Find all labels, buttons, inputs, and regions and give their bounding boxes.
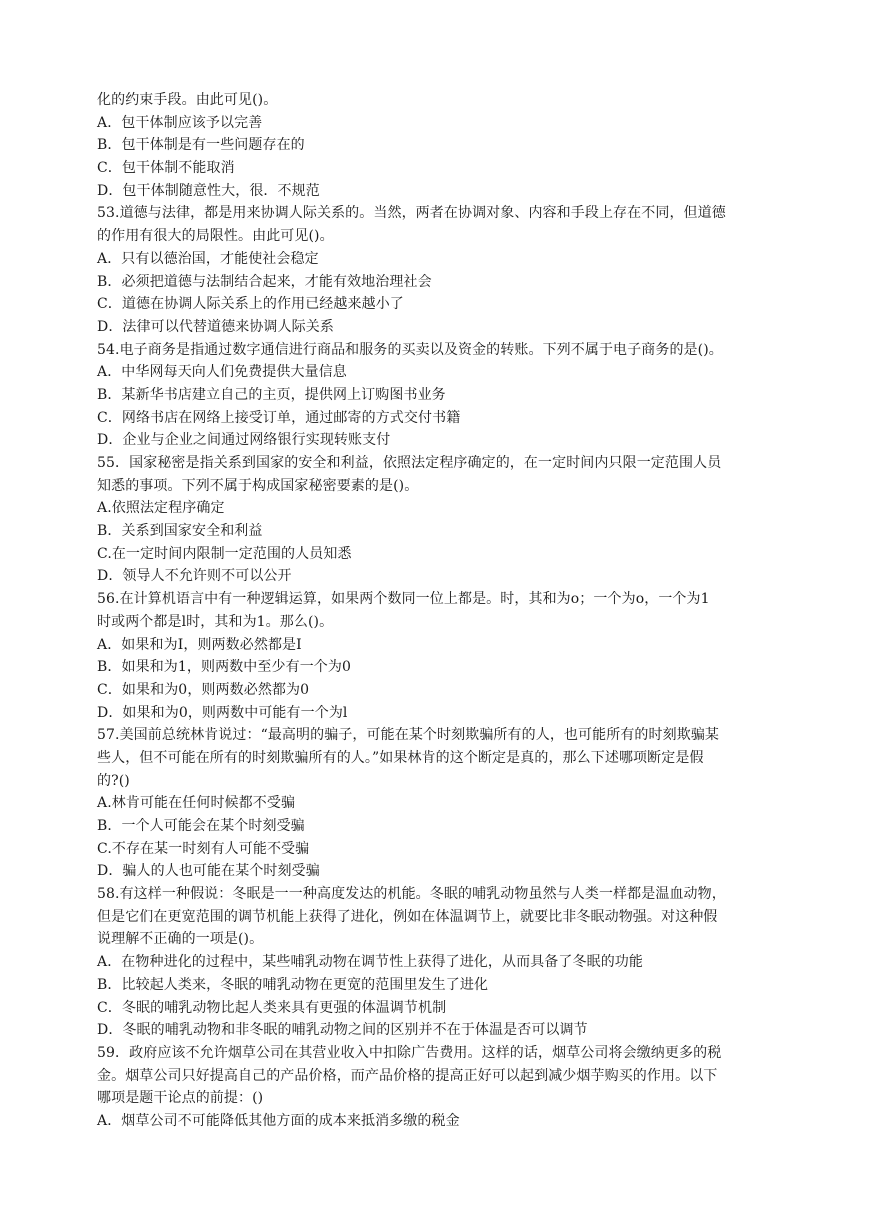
text-line: A．烟草公司不可能降低其他方面的成本来抵消多缴的税金: [97, 1112, 460, 1129]
text-line: A．只有以德治国，才能使社会稳定: [97, 250, 319, 267]
text-line: A．如果和为I，则两数必然都是I: [97, 636, 302, 653]
text-line: D．骗人的人也可能在某个时刻受骗: [97, 863, 320, 880]
text-line: 化的约束手段。由此可见()。: [97, 92, 278, 108]
text-line: 53.道德与法律，都是用来协调人际关系的。当然，两者在协调对象、内容和手段上存在不同，但道德: [97, 205, 726, 222]
text-line: 56.在计算机语言中有一种逻辑运算，如果两个数同一位上都是。时，其和为o；一个为o，一个为1: [97, 591, 710, 608]
text-line: D．包干体制随意性大，很．不规范: [97, 182, 320, 199]
text-line: A.依照法定程序确定: [97, 500, 225, 517]
text-line: B．如果和为1，则两数中至少有一个为0: [97, 659, 352, 676]
text-line: 59．政府应该不允许烟草公司在其营业收入中扣除广告费用。这样的话，烟草公司将会缴纳更多的税: [97, 1044, 722, 1061]
text-line: 的作用有很大的局限性。由此可见()。: [97, 228, 334, 245]
text-line: 但是它们在更宽范围的调节机能上获得了进化，例如在体温调节上，就要比非冬眠动物强。对这种假: [97, 908, 718, 925]
text-line: 时或两个都是l时，其和为1。那么()。: [97, 613, 334, 630]
text-line: C．网络书店在网络上接受订单，通过邮寄的方式交付书籍: [97, 409, 461, 426]
text-line: D．冬眠的哺乳动物和非冬眠的哺乳动物之间的区别并不在于体温是否可以调节: [97, 1022, 588, 1039]
text-line: B．关系到国家安全和利益: [97, 523, 263, 540]
text-line: 55．国家秘密是指关系到国家的安全和利益，依照法定程序确定的，在一定时间内只限一定范围人员: [97, 455, 722, 471]
text-line: A.林肯可能在任何时候都不受骗: [97, 795, 296, 812]
text-line: 54.电子商务是指通过数字通信进行商品和服务的买卖以及资金的转账。下列不属于电子商务的是()。: [97, 341, 723, 358]
text-line: 些人，但不可能在所有的时刻欺骗所有的人。”如果林肯的这个断定是真的，那么下述哪项断定是假: [97, 749, 704, 766]
text-line: 的?(): [97, 772, 130, 789]
text-line: D．领导人不允许则不可以公开: [97, 568, 292, 585]
text-line: C．包干体制不能取消: [97, 160, 235, 177]
text-line: D．企业与企业之间通过网络银行实现转账支付: [97, 432, 391, 449]
text-line: B．包干体制是有一些问题存在的: [97, 137, 305, 154]
text-line: D．如果和为0，则两数中可能有一个为l: [97, 704, 348, 721]
text-line: B．比较起人类来，冬眠的哺乳动物在更宽的范围里发生了进化: [97, 976, 489, 993]
text-line: C.在一定时间内限制一定范围的人员知悉: [97, 545, 352, 562]
text-line: 说理解不正确的一项是()。: [97, 931, 264, 948]
text-line: 57.美国前总统林肯说过：“最高明的骗子，可能在某个时刻欺骗所有的人，也可能所有的时刻欺骗某: [97, 727, 720, 744]
text-line: 哪项是题干论点的前提：(): [97, 1090, 264, 1107]
text-line: A．包干体制应该予以完善: [97, 114, 263, 131]
text-line: 58.有这样一种假说：冬眠是一一种高度发达的机能。冬眠的哺乳动物虽然与人类一样都是温血动物，: [97, 886, 726, 903]
text-line: B．必须把道德与法制结合起来，才能有效地治理社会: [97, 273, 432, 290]
text-line: B．一个人可能会在某个时刻受骗: [97, 818, 305, 834]
text-line: C．冬眠的哺乳动物比起人类来具有更强的体温调节机制: [97, 999, 447, 1016]
text-line: 金。烟草公司只好提高自己的产品价格，而产品价格的提高正好可以起到减少烟芋购买的作用。以下: [97, 1067, 718, 1084]
text-line: C．道德在协调人际关系上的作用已经越来越小了: [97, 296, 404, 313]
text-line: A．中华网每天向人们免费提供大量信息: [97, 364, 347, 381]
text-line: B．某新华书店建立自己的主页，提供网上订购图书业务: [97, 386, 446, 403]
text-line: A．在物种进化的过程中，某些哺乳动物在调节性上获得了进化，从而具备了冬眠的功能: [97, 954, 644, 971]
text-line: 知悉的事项。下列不属于构成国家秘密要素的是()。: [97, 477, 419, 494]
document-body: [97, 89, 787, 1133]
text-line: D．法律可以代替道德来协调人际关系: [97, 318, 334, 335]
text-line: C．如果和为0，则两数必然都为0: [97, 681, 310, 698]
text-line: C.不存在某一时刻有人可能不受骗: [97, 840, 310, 857]
